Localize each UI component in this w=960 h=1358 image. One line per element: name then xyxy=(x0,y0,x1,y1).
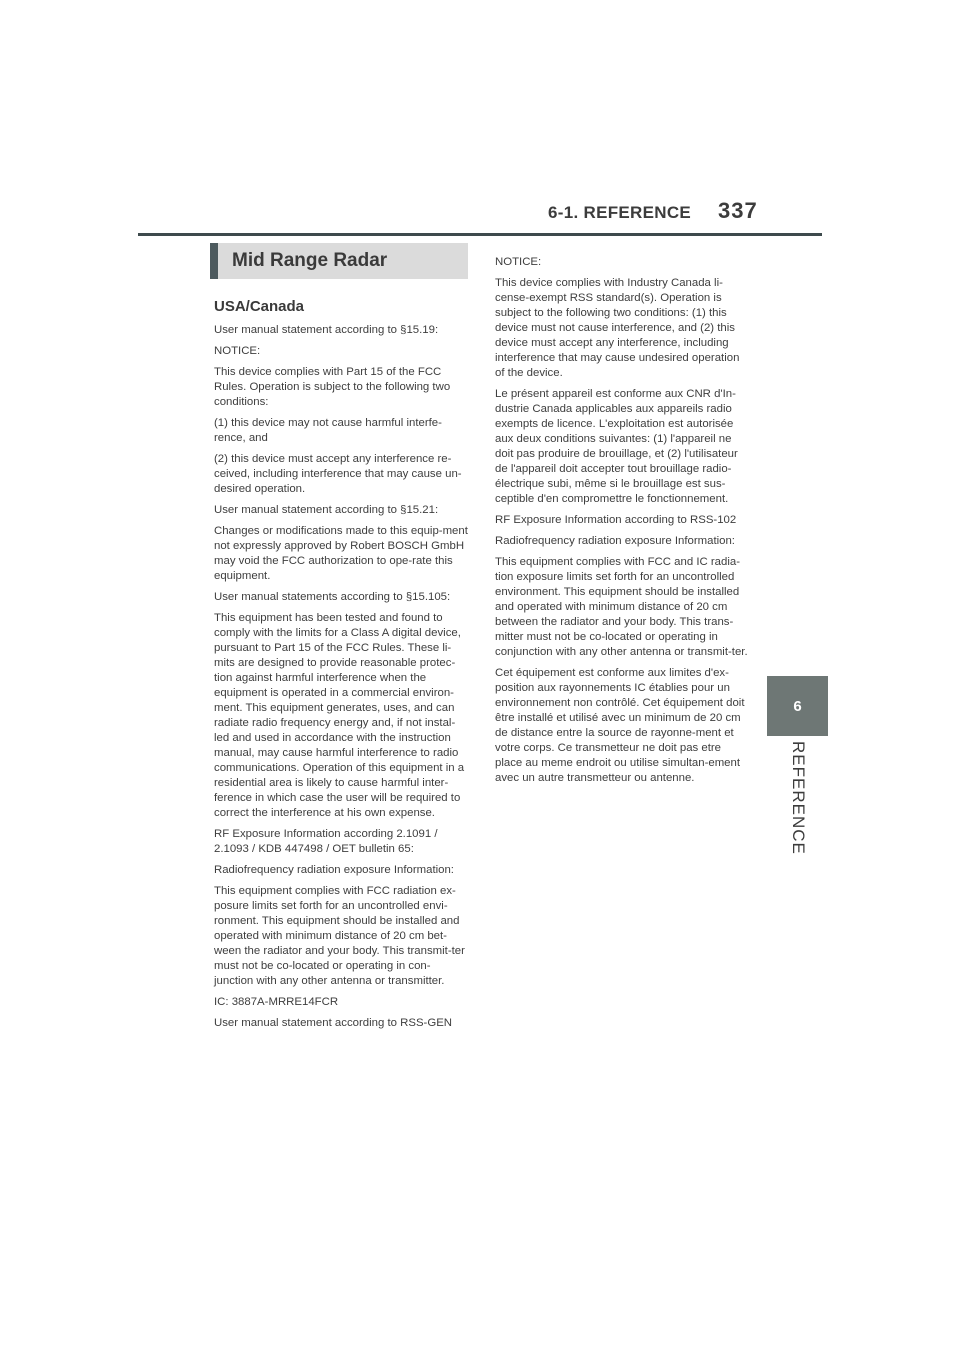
chapter-tab xyxy=(767,676,828,736)
paragraph: This device complies with Part 15 of the FCC Rules. Operation is subject to the following two conditions: xyxy=(214,366,451,408)
paragraph: RF Exposure Information according 2.1091 / 2.1093 / KDB 447498 / OET bulletin 65: xyxy=(214,828,438,855)
paragraph: (1) this device may not cause harmful interfe-rence, and xyxy=(214,417,442,444)
subheading-usa-canada: USA/Canada xyxy=(214,298,305,315)
paragraph: This equipment has been tested and found to comply with the limits for a Class A digital device, pursuant to Part 15 of the FCC Rules. These li-mits are designed to provide reasonable protec-tion against harmful interference when the equipment is operated in a commercial environ-ment. This equipment generates, uses, and can radiate radio frequency energy and, if not instal-led and used in accordance with the instruction manual, may cause harmful interference to radio communications. Operation of this equipment in a residential area is likely to cause harmful inter-ference in which case the user will be required to correct the interference at his own expense. xyxy=(214,612,465,819)
paragraph: Le présent appareil est conforme aux CNR d'In-dustrie Canada applicables aux appareils radio exempts de licence. L'exploitation est autorisée aux deux conditions suivantes: (1) l'appareil ne doit pas produire de brouillage, et (2) l'utilisateur de l'appareil doit accepter tout brouillage radio-électrique subi, même si le brouillage est sus-ceptible d'en compromettre le fonctionnement. xyxy=(495,388,738,505)
paragraph: User manual statement according to §15.21: xyxy=(214,504,439,516)
chapter-label: REFERENCE xyxy=(789,740,808,855)
paragraph: RF Exposure Information according to RSS-102 xyxy=(495,514,737,526)
running-header-section: 6-1. REFERENCE xyxy=(548,203,692,222)
paragraph: NOTICE: xyxy=(495,256,542,268)
section-title: Mid Range Radar xyxy=(232,250,388,271)
section-title-box xyxy=(210,243,468,279)
paragraph: NOTICE: xyxy=(214,345,261,357)
paragraph: User manual statement according to §15.19: xyxy=(214,324,439,336)
header-rule xyxy=(138,233,822,236)
paragraph: Radiofrequency radiation exposure Information: xyxy=(214,864,454,876)
chapter-number: 6 xyxy=(793,697,802,715)
left-column xyxy=(214,298,468,1037)
paragraph: Changes or modifications made to this equip-ment not expressly approved by Robert BOSCH GmbH may void the FCC authorization to ope-rate this equipment. xyxy=(214,525,468,582)
paragraph: Radiofrequency radiation exposure Information: xyxy=(495,535,735,547)
paragraph: IC: 3887A-MRRE14FCR xyxy=(214,996,339,1008)
page-number: 337 xyxy=(718,198,758,223)
paragraph: This equipment complies with FCC and IC radia-tion exposure limits set forth for an uncontrolled environment. This equipment should be installed and operated with minimum distance of 20 cm between the radiator and your body. This trans-mitter must not be co-located or operating in conjunction with any other antenna or transmit-ter. xyxy=(495,556,748,658)
paragraph: User manual statements according to §15.105: xyxy=(214,591,451,603)
paragraph: This device complies with Industry Canada li-cense-exempt RSS standard(s). Operation is subject to the following two conditions: (1) this device must not cause interference, and (2) this device must accept any interference, including interference that may cause undesired operation of the device. xyxy=(495,277,740,379)
right-column xyxy=(495,255,749,792)
paragraph: User manual statement according to RSS-GEN xyxy=(214,1017,453,1029)
paragraph: (2) this device must accept any interference re-ceived, including interference that may cause un-desired operation. xyxy=(214,453,462,495)
paragraph: This equipment complies with FCC radiation ex-posure limits set forth for an uncontrolled envi-ronment. This equipment should be installed and operated with minimum distance of 20 cm bet-ween the radiator and your body. This transmit-ter must not be co-located or operating in con-junction with any other antenna or transmitter. xyxy=(214,885,465,987)
paragraph: Cet équipement est conforme aux limites d'ex-position aux rayonnements IC établies pour un environnement non contrôlé. Cet équipement doit être installé et utilisé avec un minimum de 20 cm de distance entre la source de rayonne-ment et votre corps. Ce transmetteur ne doit pas etre place au meme endroit ou utilise simultan-ement avec un autre transmetteur ou antenne. xyxy=(495,667,745,784)
